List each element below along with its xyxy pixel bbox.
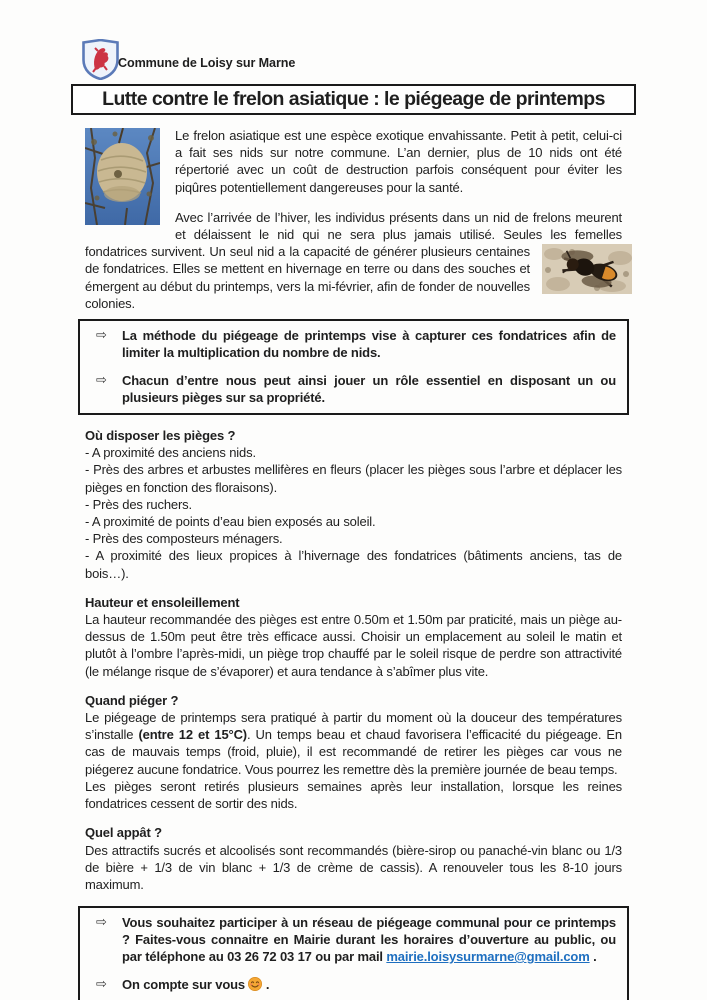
section-appat bbox=[85, 824, 622, 893]
intro-paragraph-2b: la capacité de générer plusieurs centaines de fondatrices. Elles se mettent en hivernage en terre ou dans des souches et émergent au début du printemps, vers la mi-février, afin de fonder de nouvelles colonies. bbox=[85, 244, 530, 311]
section-hauteur bbox=[85, 594, 622, 680]
asian-hornet-photo bbox=[542, 244, 632, 294]
callout-text bbox=[122, 914, 616, 965]
intro-paragraph-2 bbox=[85, 209, 622, 312]
page-header bbox=[71, 0, 636, 84]
list-item: - A proximité des lieux propices à l’hivernage des fondatrices (bâtiments anciens, tas de bois…). bbox=[85, 548, 622, 581]
arrow-right-icon: ⇨ bbox=[96, 915, 107, 931]
callout-item bbox=[96, 372, 616, 406]
callout-item bbox=[96, 914, 616, 965]
closing-suffix: . bbox=[262, 977, 270, 993]
section-body: Des attractifs sucrés et alcoolisés sont recommandés (bière-sirop ou panaché-vin blanc ou 1/3 de bière + 1/3 de vin blanc + 1/3 de crème de cassis). A renouveler tous les 8-10 jours maximum. bbox=[85, 842, 622, 892]
intro-section bbox=[85, 127, 622, 312]
list-item: - Près des ruchers. bbox=[85, 496, 192, 512]
participation-suffix: . bbox=[589, 949, 597, 965]
intro-paragraph-1: Le frelon asiatique est une espèce exotique envahissante. Petit à petit, celui-ci a fait ses nids sur notre commune. L’an dernier, plus de 10 nids ont été répertorié avec un coût de destruction parfois conséquent pour éviter les piqûres potentiellement dangereuses pour la santé. bbox=[175, 128, 622, 195]
callout-item bbox=[96, 976, 616, 993]
arrow-right-icon: ⇨ bbox=[96, 977, 107, 993]
list-item: - Près des composteurs ménagers. bbox=[85, 531, 283, 547]
list-item: - A proximité de points d’eau bien exposés au soleil. bbox=[85, 514, 376, 530]
section-quand bbox=[85, 692, 622, 812]
participation-callout-box bbox=[78, 906, 629, 1000]
section-body: La hauteur recommandée des pièges est entre 0.50m et 1.50m par praticité, mais un piège au-dessus de 1.50m peut être très efficace aussi. Choisir un emplacement au soleil le matin et plutôt à l’ombre l’après-midi, un piège trop chauffé par le soleil risque de perdre son attractivité (le mélange risque de s’évaporer) et aura tendance à s’abîmer plus vite. bbox=[85, 612, 622, 679]
section-body: Les pièges seront retirés plusieurs semaines après leur installation, lorsque les reines fondatrices cessent de sortir des nids. bbox=[85, 778, 622, 812]
commune-crest-icon bbox=[82, 39, 119, 80]
arrow-right-icon: ⇨ bbox=[96, 373, 107, 389]
section-heading: Où disposer les pièges ? bbox=[85, 428, 236, 444]
participation-text: Vous souhaitez participer à un réseau de piégeage communal pour ce printemps ? Faites-vous connaitre en Mairie durant les horaires d’ouverture au public, ou par téléphone au 03 26 72 03 17 ou par mail bbox=[122, 915, 616, 965]
quand-temp-range: (entre 12 et 15°C) bbox=[138, 727, 247, 743]
list-item: - A proximité des anciens nids. bbox=[85, 445, 256, 461]
method-callout-box bbox=[78, 319, 629, 415]
section-heading: Quel appât ? bbox=[85, 825, 162, 841]
document-title-box bbox=[71, 84, 636, 115]
arrow-right-icon: ⇨ bbox=[96, 328, 107, 344]
closing-text: On compte sur vous bbox=[122, 977, 249, 993]
quand-text-a: Le piégeage de printemps sera pratiqué à partir du moment où la douceur des températures s’installe bbox=[85, 710, 622, 743]
mairie-email-link[interactable]: mairie.loisysurmarne@gmail.com bbox=[386, 949, 590, 965]
list-item: - Près des arbres et arbustes mellifères en fleurs (placer les pièges sous l’arbre et déplacer les pièges en fonction des floraisons). bbox=[85, 462, 622, 495]
section-heading: Quand piéger ? bbox=[85, 692, 179, 708]
commune-name: Commune de Loisy sur Marne bbox=[118, 56, 296, 70]
callout-item bbox=[96, 327, 616, 361]
hornet-nest-photo bbox=[85, 128, 160, 225]
section-body bbox=[85, 709, 622, 778]
smiley-icon bbox=[248, 977, 262, 991]
callout-text: La méthode du piégeage de printemps vise à capturer ces fondatrices afin de limiter la multiplication du nombre de nids. bbox=[122, 328, 616, 361]
section-ou-disposer bbox=[85, 427, 622, 582]
callout-text bbox=[122, 976, 616, 993]
quand-text-c: . Un temps beau et chaud favorisera l’efficacité du piégeage. En cas de mauvais temps (froid, pluie), il est recommandé de retirer les pièges car vous ne piégerez aucune fondatrice. Vous pourrez les remettre dès la première journée de beau temps. bbox=[85, 727, 622, 777]
section-heading: Hauteur et ensoleillement bbox=[85, 594, 240, 610]
callout-text: Chacun d’entre nous peut ainsi jouer un rôle essentiel en disposant un ou plusieurs pièges sur sa propriété. bbox=[122, 373, 616, 406]
document-title: Lutte contre le frelon asiatique : le piégeage de printemps bbox=[102, 87, 605, 110]
intro-paragraph-2a: Avec l’arrivée de l’hiver, les individus présents dans un nid de frelons meurent et délaissent le nid qui ne sera plus jamais utilisé. Seules les femelles fondatrices survivent. Un seul nid a bbox=[85, 209, 622, 260]
